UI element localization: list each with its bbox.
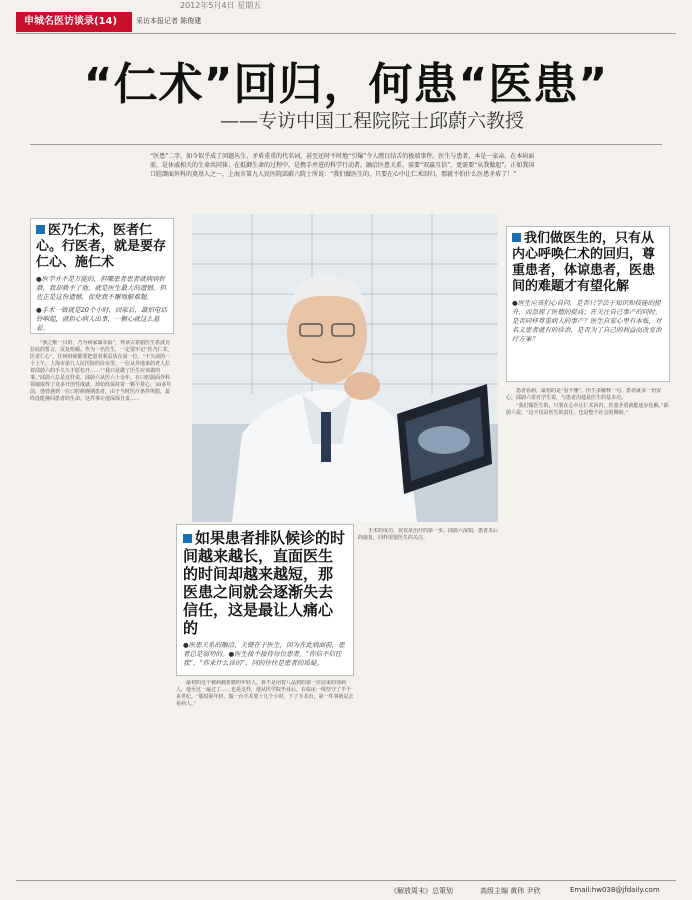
footer-editor: 《解放周末》总策划 (390, 887, 453, 895)
body-column-2 (176, 680, 354, 876)
issue-date: 2012年5月4日 星期五 (180, 1, 262, 10)
footer-email: Email:hw038@jfdaily.com (570, 886, 660, 894)
pull-quote-right (506, 226, 670, 382)
body-text: 手术的成功，仅仅是治疗的第一步。邱蔚六深知，患者术后的康复，同样需要医生的关注。 (358, 528, 498, 541)
body-column-3 (358, 528, 498, 876)
pull-quote-right-heading: 我们做医生的，只有从内心呼唤仁术的回归，尊重患者，体谅患者，医患间的难题才有望化解 (512, 231, 656, 294)
pull-quote-left-text-2: ●手术一做就是20个小时，回家后，最怕电话铃响起，就担心病人出事，一颗心就这么悬着。 (36, 306, 167, 332)
pull-quote-middle (176, 524, 354, 676)
pull-quote-left (30, 218, 174, 334)
footer-divider (16, 880, 676, 881)
page-subtitle: ——专访中国工程院院士邱蔚六教授 (220, 110, 525, 132)
pull-quote-left-heading: 医乃仁术，医者仁心。行医者，就是要存仁心、施仁术 (36, 223, 167, 270)
title-divider (30, 144, 662, 145)
body-column-4 (506, 388, 670, 876)
body-text: 最初的这个被病痛折磨的年轻人，拼不是闭着八晶到的第一位前来的邻病人，他至这一遍过了……也是这样，他从医学院毕业后，在临床一线坚守了半个多世纪。“那时候年轻，做一台手术要十几个小时，下了手术台，第一件事就是去看病人。” (176, 680, 354, 707)
body-text: “我之唯一目的，乃为病家谋幸福”，拜读古希腊医生希波克拉底的誓言，反复咀嚼。作为一名医生，一定要牢记“医乃仁术，医者仁心”，任何时候都要把患者利益放在第一位。“不久前的一个上午，上海市第九人民医院的诊室里，一位从外地来的老人拉着邱蔚六的手久久不愿松开……”“我只是做了医生应该做的事。”邱蔚六总是这样说。邱蔚六从医六十余年，在口腔颌面外科领域取得了众多开创性成就，却始终保持着一颗平常心。30多年前，他曾遇到一位口腔癌晚期患者，由于当时医疗条件所限，最终没能挽回患者的生命，这件事让他深深自责…… (30, 340, 173, 402)
pull-quote-middle-heading: 如果患者排队候诊的时间越来越长，直面医生的时间却越来越短，那医患之间就会逐渐失去信任，这是最让人痛心的 (183, 529, 346, 637)
footer-staff: 高级主编 黄玮 尹欣 (480, 887, 541, 895)
header-divider (16, 33, 676, 34)
page-title: “仁术”回归，何患“医患” (83, 59, 609, 110)
body-text: “我们做医生的，只要在心中让仁术回归，医患矛盾就能逐步化解。”邱蔚六说，“这不仅是医生的责任，也是整个社会的期盼。” (506, 403, 669, 416)
portrait-illustration (192, 214, 498, 522)
page-footer (0, 884, 692, 900)
portrait-photo (192, 214, 498, 522)
square-bullet-icon (512, 233, 521, 242)
pull-quote-middle-text: ●医患关系的融洽，关键在于医生，因为在此病面前，患者总是弱势的。●医生接不接待每位患者。“你信不信任我”，“你来什么诊的”，问的往往是患者的质疑。 (183, 641, 345, 667)
body-text: 患者看病，最怕的是“看不懂”。医生多解释一句，患者就多一份安心。邱蔚六常对学生说，与患者沟通是医生的基本功。 (506, 388, 662, 401)
square-bullet-icon (183, 534, 192, 543)
pull-quote-right-text: ●医生应该扪心自问，是否只学法于知识和技能的提升，而忽视了医德的提高；在关注自己事产的同时，是否同样尊重病人的事产？医生自家心里有本账，对名义患者就有的诊治，是否为了自己的利益而改变治疗方案？ (512, 299, 662, 343)
section-tag: 申城名医访谈录(14) (16, 12, 132, 32)
square-bullet-icon (36, 225, 45, 234)
intro-paragraph: “医患”二字，如今似乎成了问题丛生、矛盾重重的代名词，甚至还时不时地“引爆”令人瞠目结舌的极端事件。医生与患者，本是一家亲。在本病面前，是休戚相关的生命共同体；在抵御生命的过程中，是携手并进的科学行动者。融洽医患关系，需要“双赢互信”，更需要“从我做起”。正如我国口腔颌面外科的奠基人之一、上海市第九人民医院邱蔚六院士所说：“我们做医生的，只要在心中让仁术回归，那就不怕什么医患矛盾了！” (150, 153, 535, 178)
reporter-credit: 采访本报记者 陈俊建 (136, 17, 202, 25)
body-column-1 (30, 340, 174, 876)
pull-quote-left-text-1: ●医学并不是万能的，但哪患者患者就病病折磨，我却救不了他，就是医生最大的遗憾。但也正是这份遗憾，促使我不懈地解难题。 (36, 275, 166, 301)
